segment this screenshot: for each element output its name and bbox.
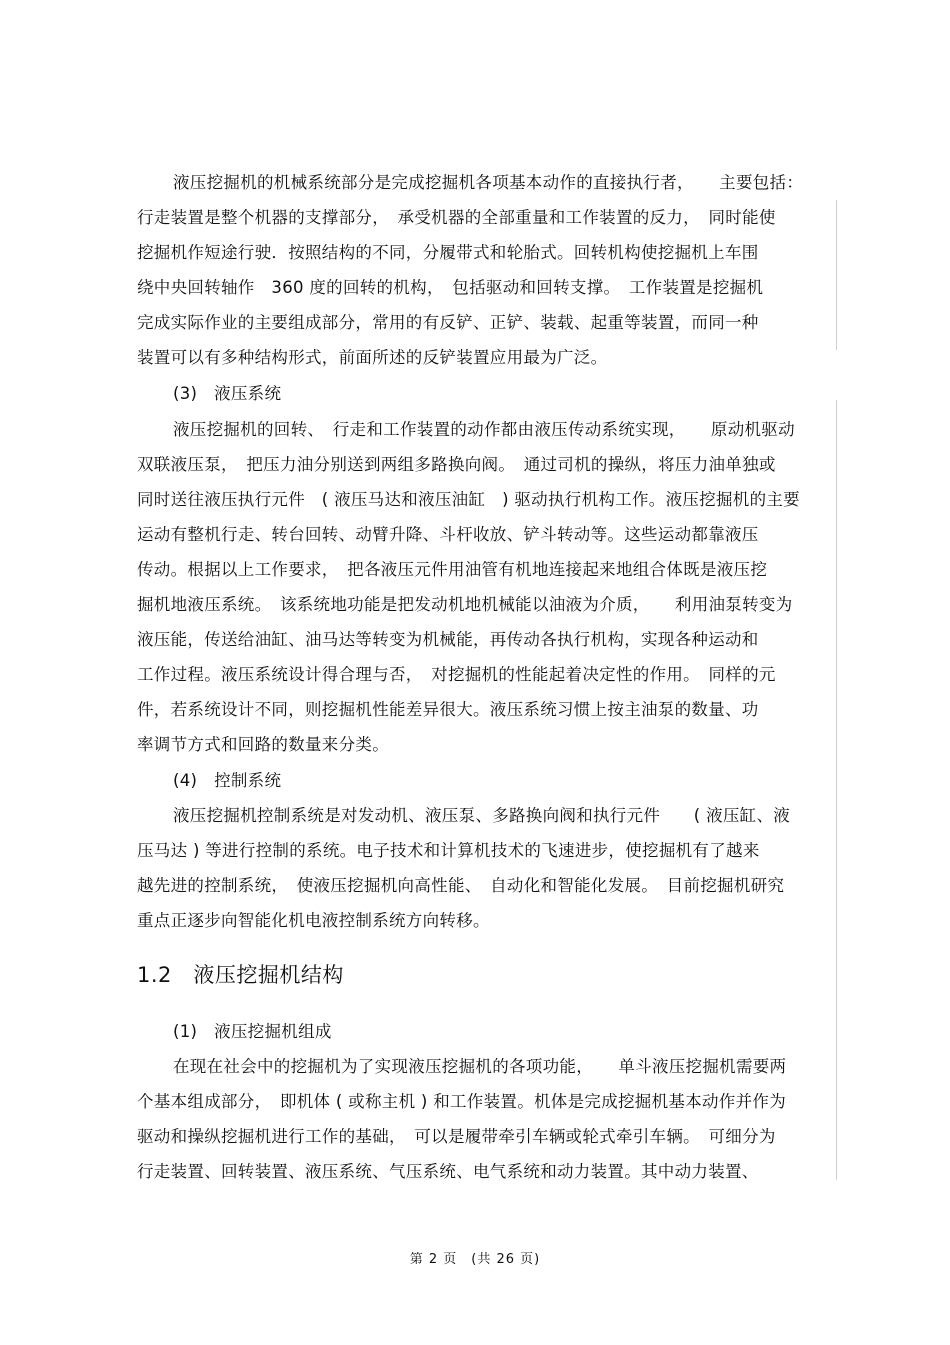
paragraph-line: 工作过程。液压系统设计得合理与否， 对挖掘机的性能起着决定性的作用。 同样的元 bbox=[137, 665, 776, 684]
paragraph-line: 运动有整机行走、转台回转、动臂升降、斗杆收放、铲斗转动等。这些运动都靠液压 bbox=[137, 525, 759, 544]
paragraph-line: 行走装置、回转装置、液压系统、气压系统、电气系统和动力装置。其中动力装置、 bbox=[137, 1162, 759, 1181]
paragraph-line: 完成实际作业的主要组成部分，常用的有反铲、正铲、装载、起重等装置，而同一种 bbox=[137, 313, 759, 332]
paragraph-line: 液压挖掘机的机械系统部分是完成挖掘机各项基本动作的直接执行者， 主要包括： bbox=[173, 173, 804, 192]
page-footer: 第 2 页 (共 26 页) bbox=[409, 1252, 541, 1267]
paragraph-line: 重点正逐步向智能化机电液控制系统方向转移。 bbox=[137, 911, 490, 930]
paragraph-line: 绕中央回转轴作 360 度的回转的机构， 包括驱动和回转支撑。 工作装置是挖掘机 bbox=[137, 278, 764, 297]
subsection-title: (4) 控制系统 bbox=[173, 771, 282, 790]
paragraph-line: 装置可以有多种结构形式，前面所述的反铲装置应用最为广泛。 bbox=[137, 348, 608, 367]
paragraph-line: 越先进的控制系统， 使液压挖掘机向高性能、 自动化和智能化发展。 目前挖掘机研究 bbox=[137, 876, 785, 895]
subsection-title: (1) 液压挖掘机组成 bbox=[173, 1022, 332, 1041]
paragraph-line: 挖掘机作短途行驶．按照结构的不同，分履带式和轮胎式。回转机构使挖掘机上车围 bbox=[137, 243, 759, 262]
paragraph-line: 液压能，传送给油缸、油马达等转变为机械能，再传动各执行机构，实现各种运动和 bbox=[137, 630, 759, 649]
paragraph-line: 压马达 ) 等进行控制的系统。电子技术和计算机技术的飞速进步，使挖掘机有了越来 bbox=[137, 841, 760, 860]
paragraph-line: 个基本组成部分， 即机体 ( 或称主机 ) 和工作装置。机体是完成挖掘机基本动作并作为 bbox=[137, 1092, 787, 1111]
paragraph-line: 液压挖掘机控制系统是对发动机、液压泵、多路换向阀和执行元件 ( 液压缸、液 bbox=[173, 806, 791, 825]
paragraph-line: 双联液压泵， 把压力油分别送到两组多路换向阀。 通过司机的操纵，将压力油单独或 bbox=[137, 455, 776, 474]
paragraph-line: 行走装置是整个机器的支撑部分， 承受机器的全部重量和工作装置的反力， 同时能使 bbox=[137, 208, 776, 227]
paragraph-line: 同时送往液压执行元件 ( 液压马达和液压油缸 ) 驱动执行机构工作。液压挖掘机的主要 bbox=[137, 490, 800, 509]
subsection-title: (3) 液压系统 bbox=[173, 384, 282, 403]
margin-rule bbox=[836, 200, 837, 350]
paragraph-line: 液压挖掘机的回转、 行走和工作装置的动作都由液压传动系统实现， 原动机驱动 bbox=[173, 420, 795, 439]
paragraph-line: 率调节方式和回路的数量来分类。 bbox=[137, 735, 389, 754]
section-heading: 1.2 液压挖掘机结构 bbox=[137, 963, 344, 987]
paragraph-line: 掘机地液压系统。 该系统地功能是把发动机地机械能以油液为介质， 利用油泵转变为 bbox=[137, 595, 793, 614]
margin-rule bbox=[836, 400, 837, 1180]
paragraph-line: 传动。根据以上工作要求， 把各液压元件用油管有机地连接起来地组合体既是液压挖 bbox=[137, 560, 768, 579]
paragraph-line: 件，若系统设计不同，则挖掘机性能差异很大。液压系统习惯上按主油泵的数量、功 bbox=[137, 700, 759, 719]
paragraph-line: 在现在社会中的挖掘机为了实现液压挖掘机的各项功能， 单斗液压挖掘机需要两 bbox=[173, 1057, 787, 1076]
paragraph-line: 驱动和操纵挖掘机进行工作的基础， 可以是履带牵引车辆或轮式牵引车辆。 可细分为 bbox=[137, 1127, 776, 1146]
